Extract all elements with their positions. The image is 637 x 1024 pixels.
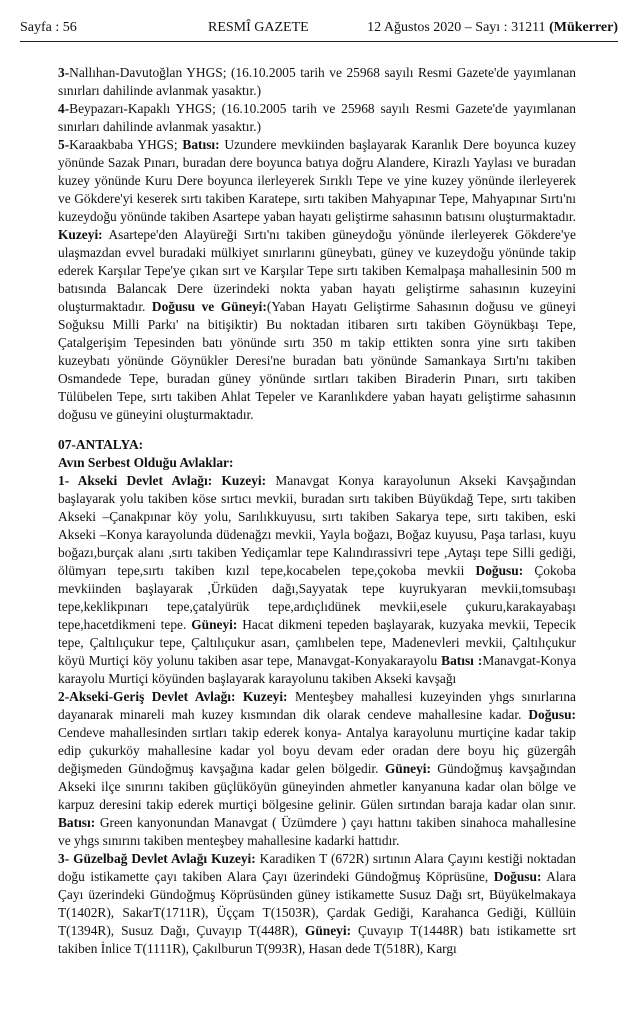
akseki-geris-west-text: Green kanyonundan Manavgat ( Üzümdere ) çayı hattını takiben sinahoca mahallesine ve yhgs sınırını takiben menteşbey mahallesine kadarki hattıdır. — [58, 815, 576, 848]
akseki-geris-heading: 2-Akseki-Geriş Devlet Avlağı: Kuzeyi: — [58, 689, 288, 704]
item-5-north-label: Kuzeyi: — [58, 227, 103, 242]
akseki-south-label: Güneyi: — [191, 617, 238, 632]
page-header — [20, 18, 618, 40]
item-5-lead: Karaakbaba YHGS; — [69, 137, 183, 152]
gazette-title: RESMÎ GAZETE — [208, 20, 309, 35]
guzelbag-south-label: Güneyi: — [304, 923, 352, 938]
akseki-geris-east-text: Cendeve mahallesinden sırtları takip ederek konya- Antalya karayolunu murtiçine kadar takip edip çukurköy mahallesine kadar yol boyu devam eder oradan dere boyu hiç güzergâh değişmeden Gündoğmuş kavşağına kadar gelen bölgedir. — [58, 725, 576, 776]
item-5-west-text: Uzundere mevkiinden başlayarak Karanlık Dere boyunca kuzey yönünde Sazak Pınarı, buradan dere boyunca batıya doğru Alandere, Kirazlı Yaylası ve buradan kuzey yönünde Kuru Dere boyunca ilerleyerek Sırıklı Tepe ve yine kuzey yönünde ilerleyerek ve Gökdere'yi keserek sırtı takiben Karatepe, sırtı takiben Mahyapınar Tepe, Mahyapınar Sırtı'nı kuzeydoğu yönünde takiben Asartepe yaban hayatı geliştirme sahasının batısını oluşturmaktadır. — [58, 137, 577, 224]
item-5-east-south-text: (Yaban Hayatı Geliştirme Sahasının doğusu ve güneyi Soğuksu Milli Parkı' na bitişiktir) Bu noktadan itibaren sırtı takiben Göynükbaşı Tepe, Çatalgerişim Tepesinden batı yönünde sırtı 350 m takip ettikten sonra yine sırtı takiben kuzeybatı yönünde Göynükler Deresi'ne buradan batı yönünde Samankaya Sırtı'nı takiben Osmandede Tepe, buradan güney yönünde sırtları takiben Biraderin Pınarı, sırtı takiben Tülübelen Tepe, sırtı takiben Ahlat Tepeler ve Karanlıkdere yaban hayatı geliştirme sahasının doğusu ve güneyini oluşturmaktadır. — [58, 299, 576, 422]
akseki-geris-south-label: Güneyi: — [384, 761, 431, 776]
akseki-geris-north-text: Menteşbey mahallesi kuzeyinden yhgs sınırlarına dayanarak minareli mah kuzey kısmından dik olarak cendeve mahallesine kadar. — [58, 689, 576, 722]
section-heading: Avın Serbest Olduğu Avlaklar: — [58, 455, 234, 470]
akseki-west-text: Manavgat-Konya karayolu Murtiçi köyünden başlayarak karayolunu takiben Akseki kavşağı — [58, 653, 577, 686]
akseki-heading: 1- Akseki Devlet Avlağı: Kuzeyi: — [58, 473, 267, 488]
issue-date-number: 12 Ağustos 2020 – Sayı : 31211 — [367, 20, 546, 35]
item-5-east-south-label: Doğusu ve Güneyi: — [151, 299, 267, 314]
akseki-east-label: Doğusu: — [475, 563, 524, 578]
item-5 — [58, 136, 576, 424]
item-4 — [58, 100, 576, 136]
guzelbag-heading: 3- Güzelbağ Devlet Avlağı Kuzeyi: — [58, 851, 256, 866]
province-heading: 07-ANTALYA: — [58, 437, 144, 452]
akseki-geris-south-text: Gündoğmuş kavşağından Akseki ilçe sınırını takiben güçlüköyün güneyinden ahmetler kanyanuna kadar olan bölge ve karpuz deresini takip ederek murtiçi bölgesine gelinir. Gülen sırtından baraja kadar olan sınır. — [58, 761, 576, 812]
item-3-number: 3- — [58, 65, 70, 80]
akseki-avlagi — [58, 472, 576, 688]
item-3 — [58, 64, 576, 100]
akseki-geris-west-label: Batısı: — [58, 815, 96, 830]
guzelbag-avlagi — [58, 850, 576, 958]
akseki-south-text: Hacat dikmeni tepeden başlayarak, kuzyaka mevkii, Tepecik tepe, Çaltılıçukur tepe, Çaltılıçukur asarı, çamlıbelen tepe, Madenevleri mevkii, Çaltılıçukur köyü Murtiçi köy yolunu takiben asar tepe, Manavgat-Konyakarayolu — [58, 617, 576, 668]
guzelbag-north-text: Karadiken T (672R) sırtının Alara Çayını kestiği noktadan doğu istikamette çayı takiben Alara Çayı üzerindeki Gündoğmuş Köprüsüne, — [58, 851, 576, 884]
header-rule — [20, 41, 618, 42]
item-5-number: 5- — [58, 137, 70, 152]
guzelbag-south-text: Çuvayıp T(1448R) batı istikamette srt takiben İnlice T(1111R), Çakılburun T(993R), Hasan dede T(518R), Kargı — [58, 923, 576, 956]
issue-info — [367, 18, 618, 38]
page-number: Sayfa : 56 — [20, 20, 77, 35]
issue-extra: (Mükerrer) — [549, 20, 618, 35]
item-4-number: 4- — [58, 101, 70, 116]
item-5-west-label: Batısı: — [182, 137, 220, 152]
guzelbag-east-label: Doğusu: — [493, 869, 542, 884]
akseki-geris-avlagi — [58, 688, 576, 850]
item-4-text: Beypazarı-Kapaklı YHGS; (16.10.2005 tarih ve 25968 sayılı Resmi Gazete'de yayımlanan sınırları dahilinde avlanmak yasaktır.) — [58, 101, 576, 134]
akseki-east-text: Çokoba mevkiinden başlayarak ,Ürküden dağı,Sayyatak tepe kuyrukyaran mevkii,tomsubaşı tepe,keklikpınarı tepe,çatalyürük tepe,ardıçlıdünek mevkii,esele çukuru,karakayabaşı tepe,hacetdikmeni tepe. — [58, 563, 576, 632]
akseki-geris-east-label: Doğusu: — [528, 707, 576, 722]
akseki-west-label: Batısı : — [441, 653, 483, 668]
akseki-north-text: Manavgat Konya karayolunun Akseki Kavşağından başlayarak yolu takiben köse sırtıcı mevkii, buradan sırtı takiben Büyükdağ Tepe, sırtı takiben Akseki –Çanakpınar köy yolu, Sarılıkkuyusu, sırtı takiben Sakarya tepe, sırtı takiben, eski Akseki –Konya karayolunda düdenağzı mevkii, Yayla boğazı, Boğaz kuyusu, Paşa tarlası, kuyu boğazı,burçak alanı ,sırtı takiben Yediçamlar tepe Kalındırassivri tepe ,Aytaşı tepe Silli gediği, ölümyarı tepe,sırtı takiben kızıl tepe,kocabelen tepe,çokoba mevkii — [58, 473, 576, 578]
document-body — [58, 64, 576, 958]
guzelbag-east-text: Alara Çayı üzerindeki Gündoğmuş Köprüsünden güney istikamette Susuz Dağı srt, Büyükelmakaya T(1402R), SakarT(1711R), Üççam T(1503R), Çardak Gediği, Karahanca Gediği, Küllüin T(1394R), Susuz Dağı, Çuvayıp T(448R), — [58, 869, 576, 938]
item-5-north-text: Asartepe'den Alayüreği Sırtı'nı takiben güneydoğu yönünde ilerleyerek Gökdere'ye ulaşmazdan evvel buradaki mülkiyet sınırlarını güneybatı, güney ve kuzeydoğu yönünde takip ederek Karşılar Tepe'ye çıkan sırt ve Karşılar Tepe sırtı takiben Kemalpaşa mahallesinin 500 m batısında Balancak Dere üzerindeki nokta yaban hayatı geliştirme sahasının kuzeyini oluşturmaktadır. — [58, 227, 576, 314]
item-3-text: Nallıhan-Davutoğlan YHGS; (16.10.2005 tarih ve 25968 sayılı Resmi Gazete'de yayımlanan sınırları dahilinde avlanmak yasaktır.) — [58, 65, 576, 98]
